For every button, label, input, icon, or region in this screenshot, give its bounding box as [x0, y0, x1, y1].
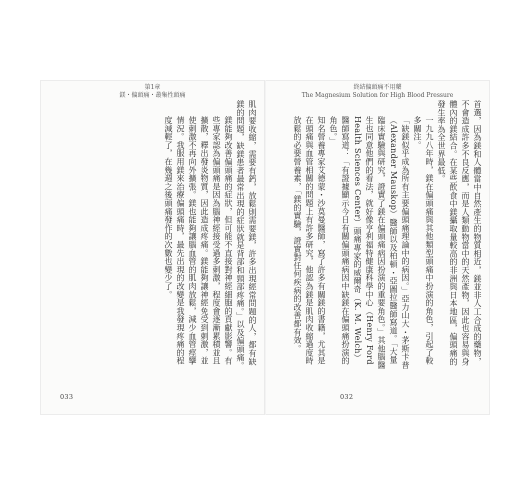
- right-body-text: [273, 100, 483, 370]
- paragraph: 「缺鎂似乎成為所有主要偏頭痛理論中的病因。」亞力山大・茅斯卡普（Alexander Mauskop）醫師以及柏頓・亞圖拉醫師寫道。「大量臨床實驗與研究，證實了鎂在偏頭痛病因扮演的重要角色。」其他腦醫生也同意他們的看法，就好像亨利福特健康科學中心（Henry Ford Health Sciences Center）頭痛專家的威爾奇（K. M. Welch）醫師寫道：「有證據顯示今日有關偏頭痛病因中缺鎂在偏頭痛扮演的角色。」: [329, 116, 410, 370]
- running-head-right: [265, 84, 490, 100]
- running-head-left: [40, 84, 265, 100]
- paragraph: 肌肉要收縮，需要有鈣，放鬆則需要鎂，許多出現經常問題的人，都有缺鎂的問題，缺鎂患者最常出現的症狀就是背部和頸部疼痛。」以及偏頭痛。: [236, 100, 257, 370]
- running-head-chapter: 第1章: [144, 84, 161, 91]
- running-head-subtitle: The Magnesium Solution for High Blood Pressure: [301, 92, 454, 99]
- right-page: [265, 80, 490, 415]
- running-head-section: 鎂・偏頭痛・叢集性頭痛: [119, 92, 186, 99]
- left-page: [40, 80, 265, 415]
- paragraph: 首選，因為鎂和人體當中自然產生的物質相近，鎂並非人工合成的藥物，不會造成許多不良反應，而是人類動物當中的天然產物，因此也容易與身體內的鎂結合。在某些飲食中鎂攝取量較高的非洲與日本地區，偏頭痛的發生率為全世界最低。: [437, 100, 482, 366]
- running-head-title: 終結偏頭痛不用藥: [353, 84, 402, 91]
- paragraph: 一九九八年時，鎂在偏頭痛與其他類型頭痛中扮演的角色，引起了較多關注。: [413, 116, 434, 365]
- paragraph: 知名營養專家艾德蒙・沙莫曼醫師，寫了許多有關鎂的書籍，尤其是在頭痛與血管相關的問題上有許多研究，他認為鎂是肌肉收縮過度時放鬆的必要營養素，「鎂的實驗，證實對任何疾病的改善都有效。: [293, 116, 326, 365]
- page-number: 033: [60, 393, 74, 401]
- page-number: 032: [340, 393, 354, 401]
- paragraph: 鎂能夠改善偏頭痛的症狀，但可能不直接對神經細胞的貢獻影響。有些專家認為偏頭痛是因為腦神經接受過多刺激，程度會逐漸累積並且擴散，釋出發炎物質，因此造成疼痛。鎂能夠讓神經免受到刺激，並使刺激不再向外擴張。鎂也能夠讓腦血管的肌肉放鬆，減少血管痙攣情況。我服用鎂來治療偏頭痛時，最先出現的改變是我發現疼痛的程度減輕了，在幾週之後頭痛發作的次數也變少了。: [164, 116, 233, 365]
- left-body-text: [48, 100, 258, 370]
- book-spread: [40, 80, 490, 415]
